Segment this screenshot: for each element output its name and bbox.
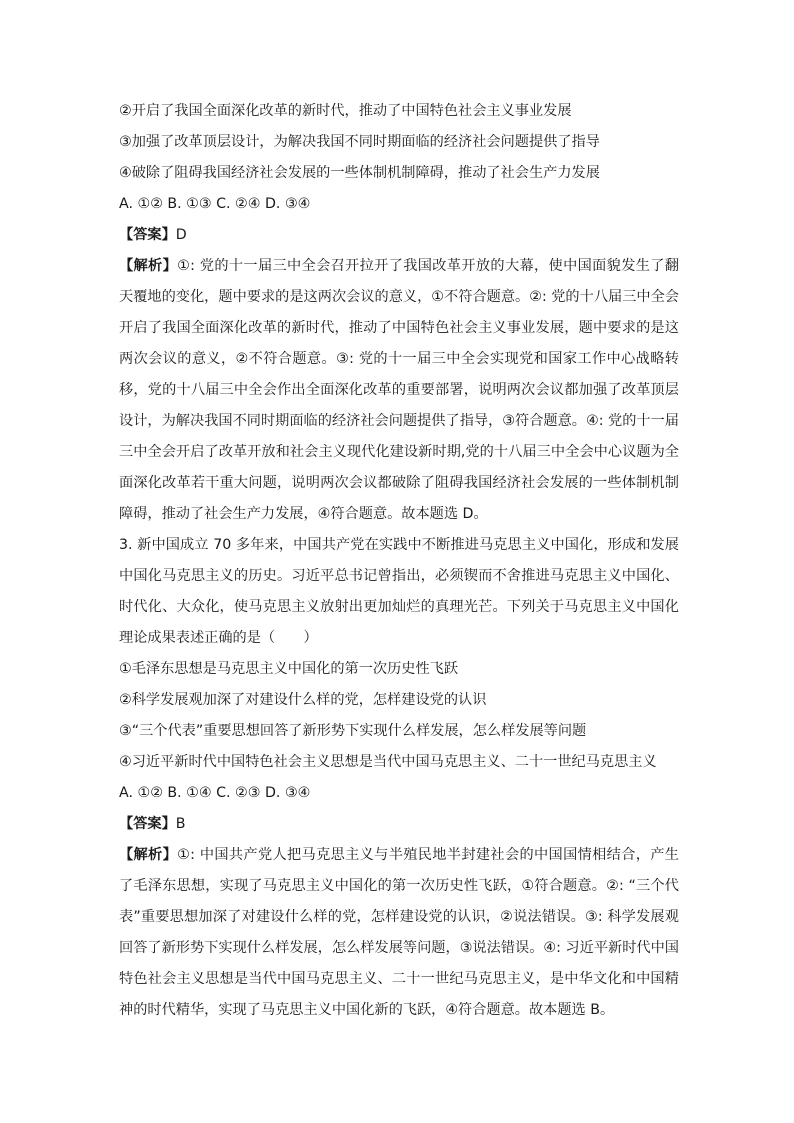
question-2-continuation [119,96,679,530]
q3-answer [119,809,679,840]
answer-value: B [175,816,186,832]
answer-value: D [175,227,187,243]
q2-option-2: ②开启了我国全面深化改革的新时代，推动了中国特色社会主义事业发展 [119,103,572,119]
analysis-text: ①: 党的十一届三中全会召开拉开了我国改革开放的大幕，使中国面貌发生了翻天覆地的变化，题中要求的是这两次会议的意义，①不符合题意。②: 党的十八届三中全会开启了我国全面深化改革的新时代，推动了中国特色社会主义事业发展，题中要求的是这两次会议的意义，②不符合题意。③: 党的十一届三中全会实现党和国家工作中心战略转移，党的十八届三中全会作出全面深化改革的重要部署，说明两次会议都加强了改革顶层设计，为解决我国不同时期面临的经济社会问题提供了指导，③符合题意。④: 党的十一届三中全会开启了改革开放和社会主义现代化建设新时期,党的十八届三中全会中心议题为全面深化改革若干重大问题，说明两次会议都破除了阻碍我国经济社会发展的一些体制机制障碍，推动了社会生产力发展，④符合题意。故本题选 D。 [119,258,679,522]
analysis-label: 【解析】 [119,258,178,274]
answer-label: 【答案】 [119,227,176,243]
q2-option-4: ④破除了阻碍我国经济社会发展的一些体制机制障碍，推动了社会生产力发展 [119,165,600,181]
q3-option-1: ①毛泽东思想是马克思主义中国化的第一次历史性飞跃 [119,661,459,677]
q2-choices: A. ①② B. ①③ C. ②④ D. ③④ [119,196,311,212]
q3-option-2: ②科学发展观加深了对建设什么样的党，怎样建设党的认识 [119,692,487,708]
q2-option-3: ③加强了改革顶层设计，为解决我国不同时期面临的经济社会问题提供了指导 [119,134,600,150]
q2-analysis [119,251,679,530]
question-3 [119,530,679,1026]
q3-analysis [119,840,679,1026]
q2-answer [119,220,679,251]
q3-choices: A. ①② B. ①④ C. ②③ D. ③④ [119,785,311,801]
analysis-label: 【解析】 [119,847,178,863]
q3-option-3: ③“三个代表”重要思想回答了新形势下实现什么样发展，怎么样发展等问题 [119,723,587,739]
answer-label: 【答案】 [119,816,176,832]
analysis-text: ①: 中国共产党人把马克思主义与半殖民地半封建社会的中国国情相结合，产生了毛泽东思想，实现了马克思主义中国化的第一次历史性飞跃，①符合题意。②: “三个代表”重要思想加深了对建设什么样的党，怎样建设党的认识，②说法错误。③: 科学发展观回答了新形势下实现什么样发展，怎么样发展等问题，③说法错误。④: 习近平新时代中国特色社会主义思想是当代中国马克思主义、二十一世纪马克思主义，是中华文化和中国精神的时代精华，实现了马克思主义中国化新的飞跃，④符合题意。故本题选 B。 [119,847,679,1018]
q3-option-4: ④习近平新时代中国特色社会主义思想是当代中国马克思主义、二十一世纪马克思主义 [119,754,657,770]
q3-stem: 3. 新中国成立 70 多年来，中国共产党在实践中不断推进马克思主义中国化，形成和发展中国化马克思主义的历史。习近平总书记曾指出，必须锲而不舍推进马克思主义中国化、时代化、大众化，使马克思主义放射出更加灿烂的真理光芒。下列关于马克思主义中国化理论成果表述正确的是（ ） [119,537,679,646]
